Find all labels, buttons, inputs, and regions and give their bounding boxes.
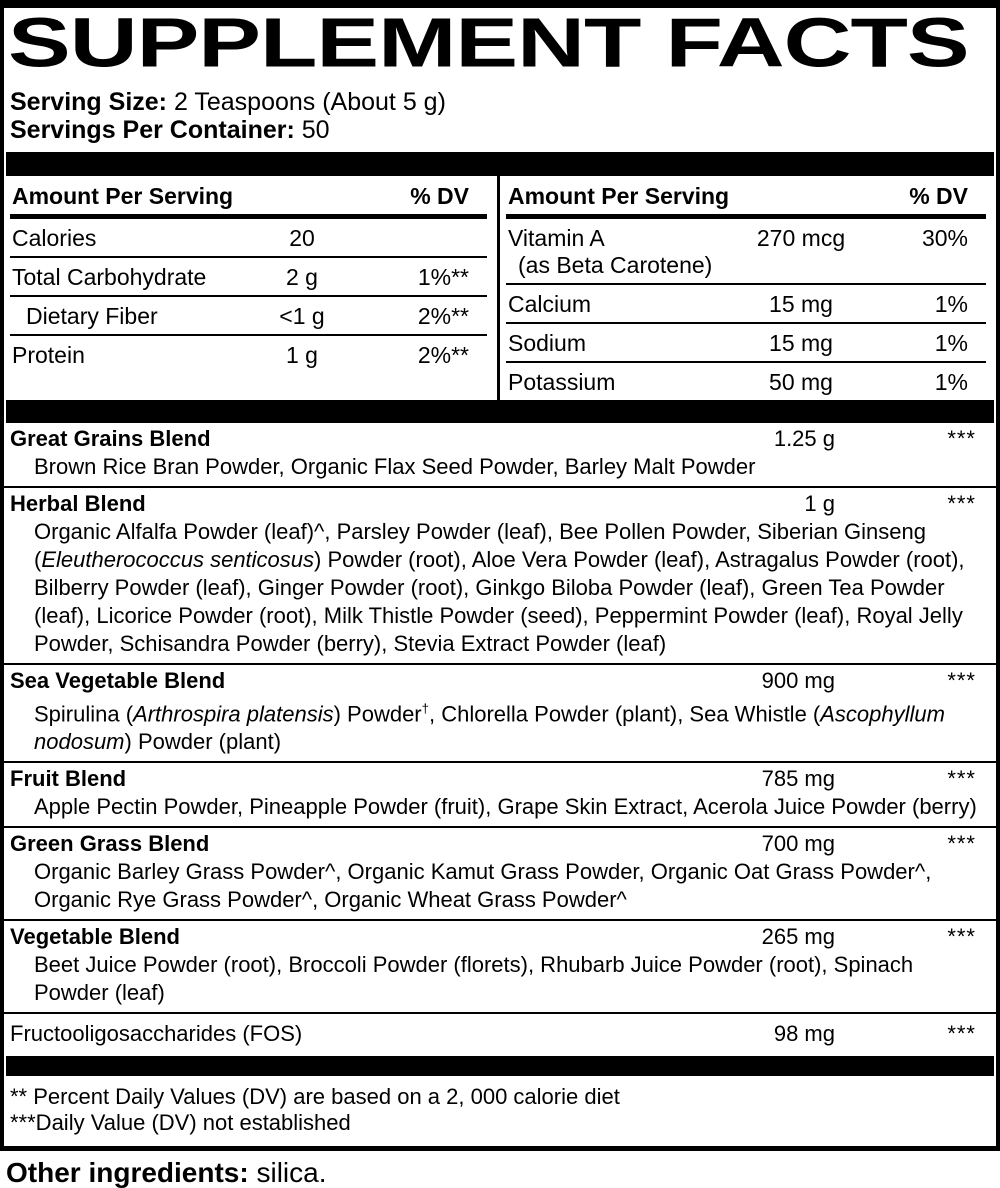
nutrient-name: Vitamin A (as Beta Carotene) [506,225,726,279]
nutrient-dv: 1% [934,330,968,356]
separator-bar-middle [6,400,994,423]
blend-vegetable [4,921,996,1014]
percent-dv-header: % DV [909,183,968,209]
table-row-protein [10,336,487,373]
footnote-daily-values: ** Percent Daily Values (DV) are based on a 2, 000 calorie diet [10,1084,620,1110]
nutrient-dv: 2%** [417,303,469,329]
blend-amount: 900 mg [761,668,835,693]
blend-name: Herbal Blend [10,491,146,516]
blend-ingredients: Organic Alfalfa Powder (leaf)^, Parsley Powder (leaf), Bee Pollen Powder, Siberian Ginseng (Eleutherococcus senticosus) Powder (root), Aloe Vera Powder (leaf), Astragalus Powder (root), Bilberry Powder (leaf), Ginger Powder (root), Ginkgo Biloba Powder (leaf), Green Tea Powder (leaf), Licorice Powder (root), Milk Thistle Powder (seed), Peppermint Powder (leaf), Royal Jelly Powder, Schisandra Powder (berry), Stevia Extract Powder (leaf) [34,519,965,656]
blend-header [10,923,990,950]
blend-name: Great Grains Blend [10,426,211,451]
blend-herbal [4,488,996,665]
nutrient-name: Calcium [508,291,592,317]
blend-name: Sea Vegetable Blend [10,668,226,693]
nutrient-name-sub: (as Beta Carotene) [518,252,713,278]
blend-dv: *** [947,831,976,857]
column-header-right [506,176,986,219]
nutrient-column-right [500,176,996,400]
serving-size-value: 2 Teaspoons (About 5 g) [173,88,446,116]
amount-per-serving-header: Amount Per Serving [12,183,234,209]
blend-header [10,490,990,517]
row-fructooligosaccharides [4,1014,996,1056]
table-row-sodium [506,324,986,363]
blend-header [10,830,990,857]
blend-dv: *** [947,766,976,792]
nutrient-name: Sodium [508,330,586,356]
blend-great-grains [4,423,996,488]
nutrient-amount: 270 mcg [756,225,846,251]
blend-fruit [4,763,996,828]
blend-header [10,765,990,792]
nutrient-table [4,176,996,400]
nutrient-dv: 1%** [417,264,469,290]
blend-dv: *** [947,668,976,693]
blend-header [10,425,990,452]
table-row-calcium [506,285,986,324]
nutrient-amount: 20 [289,225,315,251]
servings-per-container-line [10,116,990,144]
serving-info [4,82,996,144]
blend-ingredients: Brown Rice Bran Powder, Organic Flax Seed Powder, Barley Malt Powder [34,454,756,479]
blend-dv: *** [947,426,976,451]
table-row-calories [10,219,487,258]
blend-amount: 1 g [804,491,835,516]
nutrient-amount: 15 mg [769,330,833,356]
nutrient-amount: 15 mg [769,291,833,317]
serving-size-line [10,88,990,116]
separator-bar-bottom [6,1056,994,1076]
nutrient-amount: <1 g [279,303,325,329]
table-row-vitamin-a [506,219,986,285]
blend-header [10,667,990,694]
nutrient-dv: 30% [921,225,968,251]
nutrient-column-left [4,176,500,400]
servings-per-container-label: Servings Per Container: [10,116,295,144]
table-row-dietary-fiber [10,297,487,336]
table-row-potassium [506,363,986,400]
column-header-left [10,176,487,219]
serving-size-label: Serving Size: [10,88,167,116]
blend-amount: 265 mg [761,924,835,950]
nutrient-name: Potassium [508,369,616,395]
other-ingredients-label: Other ingredients: [6,1157,249,1188]
blend-name: Green Grass Blend [10,831,210,857]
blend-name: Fruit Blend [10,766,127,792]
servings-per-container-value: 50 [301,116,330,144]
other-ingredients-value: silica. [256,1157,327,1188]
nutrient-name: Total Carbohydrate [12,264,207,290]
nutrient-name: Protein [12,342,85,368]
blend-ingredients: Spirulina (Arthrospira platensis) Powder†, Chlorella Powder (plant), Sea Whistle (Ascophyllum nodosum) Powder (plant) [34,701,945,755]
blend-header [10,1016,990,1053]
nutrient-dv: 2%** [417,342,469,368]
amount-per-serving-header: Amount Per Serving [508,183,730,209]
blend-amount: 785 mg [761,766,835,792]
blend-amount: 1.25 g [773,426,835,451]
separator-bar-top [6,152,994,176]
blend-green-grass [4,828,996,921]
blend-list [4,423,996,1056]
blend-ingredients: Apple Pectin Powder, Pineapple Powder (fruit), Grape Skin Extract, Acerola Juice Powder (berry) [34,794,977,820]
nutrient-dv: 1% [934,291,968,317]
nutrient-dv: 1% [934,369,968,395]
blend-dv: *** [947,491,976,516]
nutrient-amount: 50 mg [769,369,833,395]
blend-sea-vegetable [4,665,996,763]
percent-dv-header: % DV [410,183,469,209]
blend-name: Vegetable Blend [10,924,180,950]
nutrient-amount: 2 g [286,264,318,290]
nutrient-amount: 1 g [286,342,318,368]
footnotes [4,1076,996,1146]
footnote-dv-not-established: ***Daily Value (DV) not established [10,1110,351,1136]
table-row-total-carbohydrate [10,258,487,297]
blend-amount: 700 mg [761,831,835,857]
nutrient-name: Dietary Fiber [26,303,158,329]
blend-ingredients: Beet Juice Powder (root), Broccoli Powder (florets), Rhubarb Juice Powder (root), Spinach Powder (leaf) [34,952,914,1006]
blend-dv: *** [947,924,976,950]
other-ingredients-line [0,1151,1000,1188]
panel-title: SUPPLEMENT FACTS [8,3,969,82]
blend-name: Fructooligosaccharides (FOS) [10,1021,303,1047]
blend-dv: *** [947,1021,976,1047]
nutrient-name: Calories [12,225,97,251]
blend-ingredients: Organic Barley Grass Powder^, Organic Kamut Grass Powder, Organic Oat Grass Powder^, Organic Rye Grass Powder^, Organic Wheat Grass Powder^ [34,859,932,913]
panel-title-wrap [4,3,996,82]
blend-amount: 98 mg [773,1021,835,1047]
